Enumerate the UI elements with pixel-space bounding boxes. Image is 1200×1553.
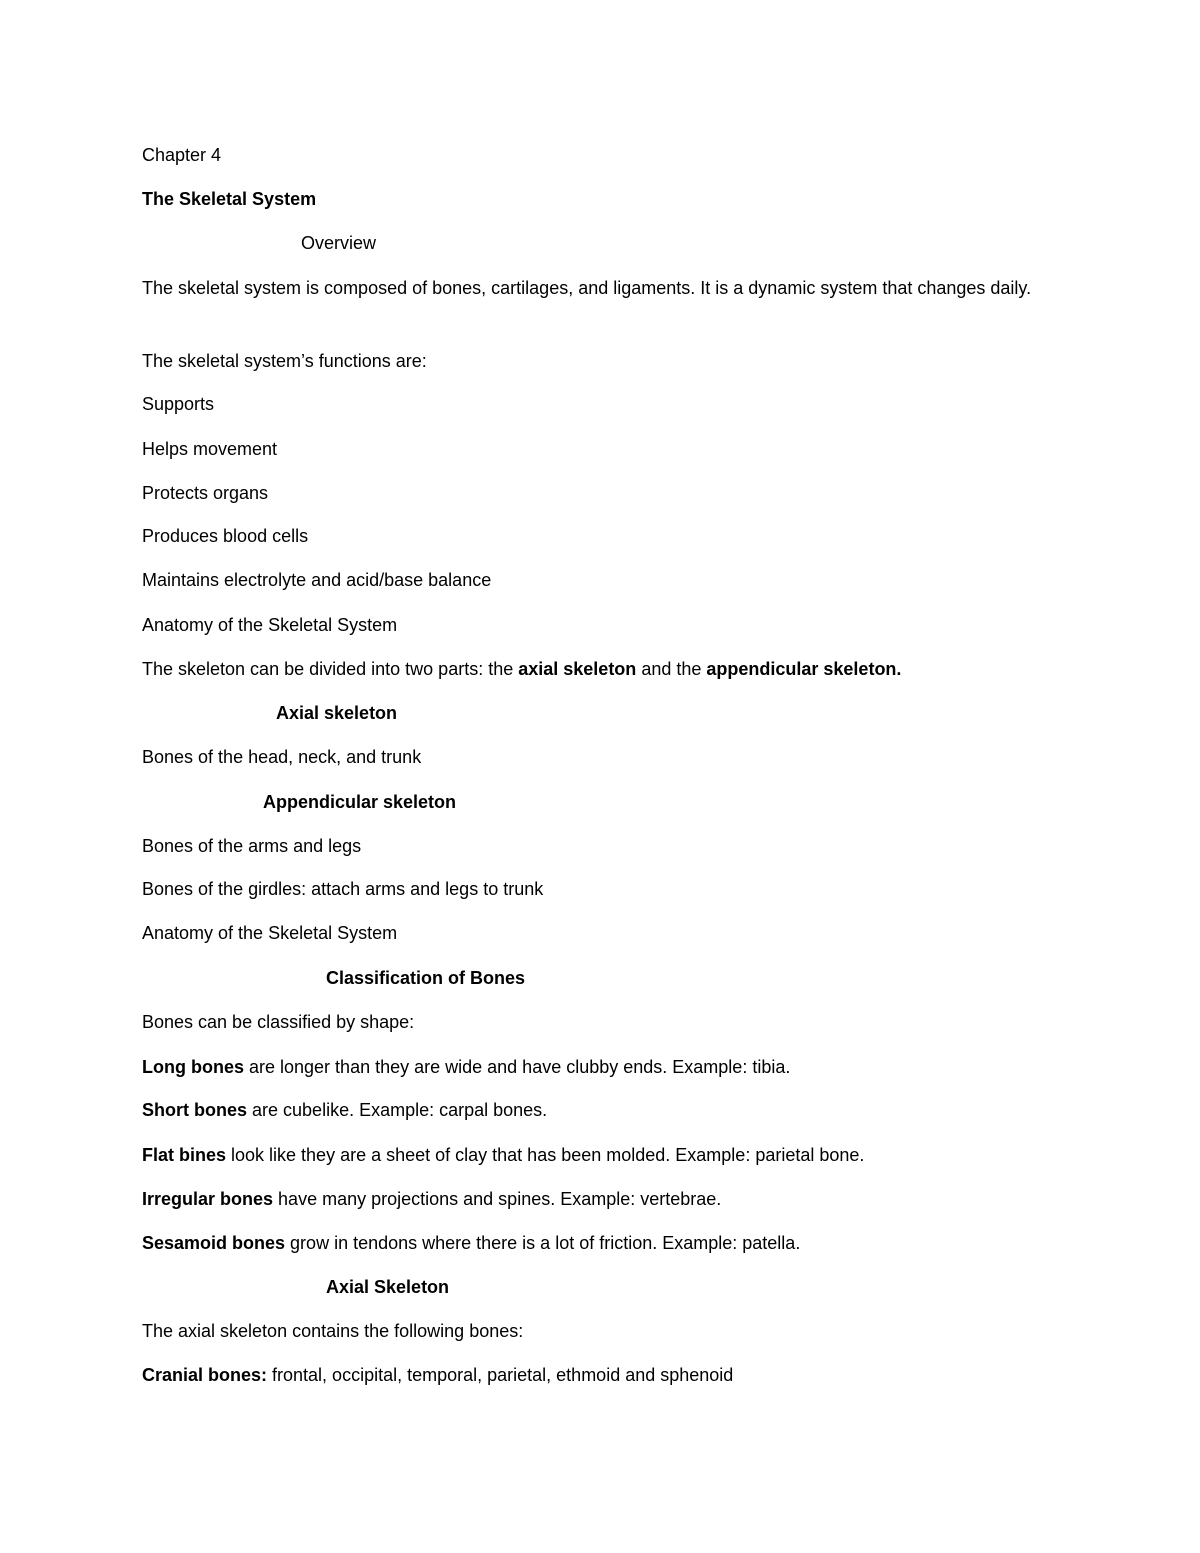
bone-type-item [142, 1096, 547, 1125]
bone-type-desc: grow in tendons where there is a lot of friction. Example: patella. [285, 1233, 801, 1253]
axial-heading: Axial skeleton [276, 703, 398, 723]
classification-heading: Classification of Bones [326, 968, 526, 988]
bone-type-item [142, 1185, 721, 1214]
bone-type-term: Long bones [142, 1057, 244, 1077]
overview-heading: Overview [301, 233, 377, 253]
functions-lead: The skeletal system’s functions are: [142, 351, 427, 371]
appendicular-skeleton-term: appendicular skeleton. [706, 659, 902, 679]
bone-type-term: Irregular bones [142, 1189, 274, 1209]
cranial-bones-desc: frontal, occipital, temporal, parietal, ethmoid and sphenoid [267, 1365, 734, 1385]
bone-type-term: Short bones [142, 1100, 248, 1120]
bone-type-term: Flat bines [142, 1145, 227, 1165]
bone-type-desc: are cubelike. Example: carpal bones. [247, 1100, 548, 1120]
bone-type-term: Sesamoid bones [142, 1233, 286, 1253]
division-mid-text: and the [636, 659, 707, 679]
chapter-label: Chapter 4 [142, 145, 222, 165]
function-item: Produces blood cells [142, 526, 309, 546]
division-sentence [142, 655, 901, 684]
appendicular-heading: Appendicular skeleton [263, 792, 457, 812]
axial-description: Bones of the head, neck, and trunk [142, 747, 422, 767]
axial-contains-lead: The axial skeleton contains the following bones: [142, 1321, 524, 1341]
cranial-bones-item [142, 1361, 733, 1390]
classification-lead: Bones can be classified by shape: [142, 1012, 415, 1032]
axial-skeleton-term: axial skeleton [518, 659, 637, 679]
function-item: Helps movement [142, 439, 278, 459]
anatomy-heading: Anatomy of the Skeletal System [142, 923, 398, 943]
intro-paragraph: The skeletal system is composed of bones, cartilages, and ligaments. It is a dynamic system that changes daily. [142, 278, 1032, 298]
bone-type-desc: are longer than they are wide and have clubby ends. Example: tibia. [244, 1057, 791, 1077]
document-title: The Skeletal System [142, 189, 317, 209]
bone-type-item [142, 1141, 864, 1170]
appendicular-item: Bones of the girdles: attach arms and legs to trunk [142, 879, 544, 899]
bone-type-desc: have many projections and spines. Example: vertebrae. [273, 1189, 722, 1209]
anatomy-heading: Anatomy of the Skeletal System [142, 615, 398, 635]
cranial-bones-term: Cranial bones: [142, 1365, 268, 1385]
function-item: Supports [142, 394, 215, 414]
function-item: Protects organs [142, 483, 269, 503]
function-item: Maintains electrolyte and acid/base balance [142, 570, 492, 590]
appendicular-item: Bones of the arms and legs [142, 836, 362, 856]
axial-skeleton-heading: Axial Skeleton [326, 1277, 450, 1297]
bone-type-desc: look like they are a sheet of clay that has been molded. Example: parietal bone. [226, 1145, 865, 1165]
bone-type-item [142, 1229, 800, 1258]
bone-type-item [142, 1053, 790, 1082]
division-pre-text: The skeleton can be divided into two parts: the [142, 659, 519, 679]
